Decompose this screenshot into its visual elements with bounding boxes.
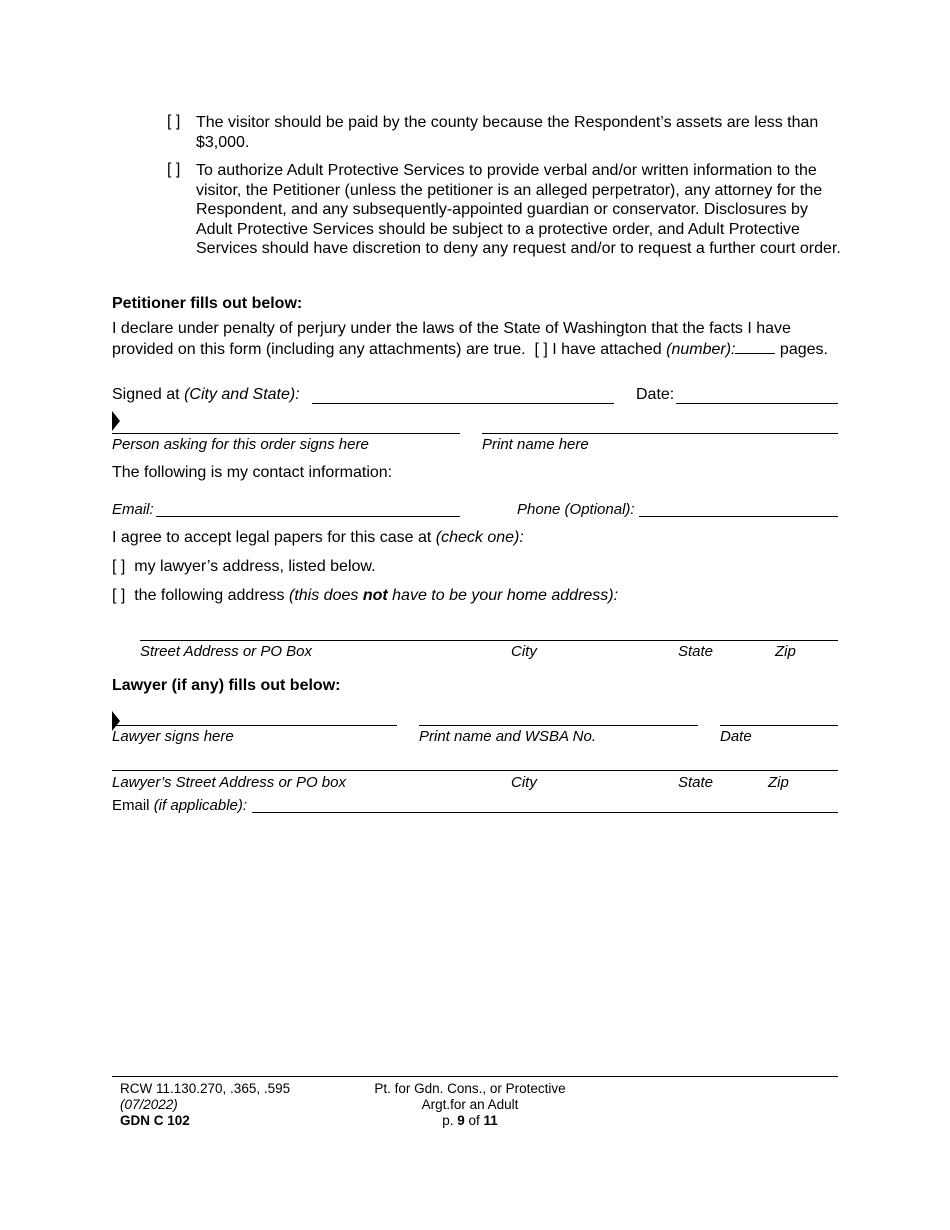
- footer-rcw: RCW 11.130.270, .365, .595: [120, 1081, 291, 1096]
- petitioner-print-name-field[interactable]: [482, 433, 838, 434]
- footer-date: (07/2022): [120, 1097, 178, 1112]
- accept-text: I agree to accept legal papers for this case at: [112, 529, 432, 546]
- lawyer-date-field[interactable]: [720, 725, 838, 726]
- lawyer-date-caption: Date: [720, 728, 752, 745]
- checkbox-county-paid[interactable]: [ ]: [167, 113, 181, 130]
- attached-number-field[interactable]: [735, 339, 775, 354]
- signed-at-italic: (City and State):: [184, 386, 300, 403]
- signed-at-text: Signed at: [112, 386, 180, 403]
- lawyer-address-text: my lawyer’s address, listed below.: [134, 558, 376, 575]
- attached-text: I have attached: [552, 340, 662, 358]
- footer-title-line2: Argt.for an Adult: [421, 1097, 519, 1112]
- following-address-note: (this does not have to be your home address):: [289, 587, 619, 604]
- lawyer-email-italic: (if applicable):: [153, 797, 248, 814]
- footer-form-id: GDN C 102: [120, 1113, 190, 1128]
- declaration-paragraph: [112, 319, 847, 359]
- pages-word: pages.: [779, 340, 828, 358]
- attached-checkbox[interactable]: [ ]: [534, 340, 548, 358]
- accept-papers-line: [112, 529, 524, 547]
- lawyer-zip-caption: Zip: [768, 774, 789, 791]
- addr-zip-caption: Zip: [775, 643, 796, 660]
- email-label: Email:: [112, 501, 154, 518]
- lawyer-sign-caption: Lawyer signs here: [112, 728, 234, 745]
- date-label: Date:: [636, 386, 675, 403]
- attached-number-label: (number):: [666, 340, 736, 358]
- phone-field[interactable]: [639, 516, 838, 517]
- option-following-address: [112, 587, 618, 605]
- addr-state-caption: State: [678, 643, 714, 660]
- option-lawyer-address: [112, 558, 376, 576]
- lawyer-print-name-field[interactable]: [419, 725, 698, 726]
- option-aps-authorize: To authorize Adult Protective Services to provide verbal and/or written information to the visitor, the Petitioner (unless the petitioner is an alleged perpetrator), any attorney for the Respondent, and any subsequently-appointed guardian or conservator. Disclosures by Adult Protective Services should be subject to a protective order, and Adult Protective Services should have discretion to deny any request and/or to request a further court order.: [196, 162, 841, 257]
- petitioner-sign-caption: Person asking for this order signs here: [112, 436, 369, 453]
- petitioner-signature-field[interactable]: [112, 433, 460, 434]
- lawyer-print-caption: Print name and WSBA No.: [419, 728, 597, 745]
- petitioner-print-caption: Print name here: [482, 436, 589, 453]
- lawyer-heading: Lawyer (if any) fills out below:: [112, 677, 341, 694]
- lawyer-email-label: [112, 797, 247, 814]
- footer-left: [120, 1081, 290, 1129]
- lawyer-email-field[interactable]: [252, 812, 838, 813]
- following-address-checkbox[interactable]: [ ]: [112, 587, 126, 604]
- checkbox-aps-authorize[interactable]: [ ]: [167, 161, 181, 178]
- petitioner-heading: Petitioner fills out below:: [112, 295, 303, 312]
- lawyer-address-checkbox[interactable]: [ ]: [112, 558, 126, 575]
- lawyer-city-caption: City: [511, 774, 537, 791]
- lawyer-state-caption: State: [678, 774, 714, 791]
- option-county-paid: The visitor should be paid by the county because the Respondent’s assets are less than $3,000.: [196, 114, 819, 151]
- lawyer-address-field[interactable]: [112, 770, 838, 771]
- footer-page-number: p. 9 of 11: [442, 1113, 498, 1128]
- lawyer-street-caption: Lawyer’s Street Address or PO box: [112, 774, 346, 791]
- signed-at-field[interactable]: [312, 403, 614, 404]
- addr-street-caption: Street Address or PO Box: [140, 643, 313, 660]
- email-field[interactable]: [156, 516, 460, 517]
- sign-here-arrow-icon: [112, 411, 120, 431]
- declaration-text: I declare under penalty of perjury under the laws of the State of Washington that the facts I have provided on this form (including any attachments) are true.: [112, 320, 791, 358]
- lawyer-email-text: Email: [112, 797, 150, 814]
- footer-title-line1: Pt. for Gdn. Cons., or Protective: [374, 1081, 566, 1096]
- following-address-text: the following address: [134, 587, 285, 604]
- accept-italic: (check one):: [435, 529, 524, 546]
- addr-city-caption: City: [511, 643, 537, 660]
- lawyer-signature-field[interactable]: [112, 725, 397, 726]
- contact-intro: The following is my contact information:: [112, 464, 393, 481]
- date-field[interactable]: [676, 403, 838, 404]
- petitioner-address-field[interactable]: [140, 640, 838, 641]
- signed-at-label: [112, 386, 300, 404]
- footer-divider: [112, 1076, 838, 1077]
- footer-center: [360, 1081, 580, 1129]
- phone-label: Phone (Optional):: [517, 501, 635, 518]
